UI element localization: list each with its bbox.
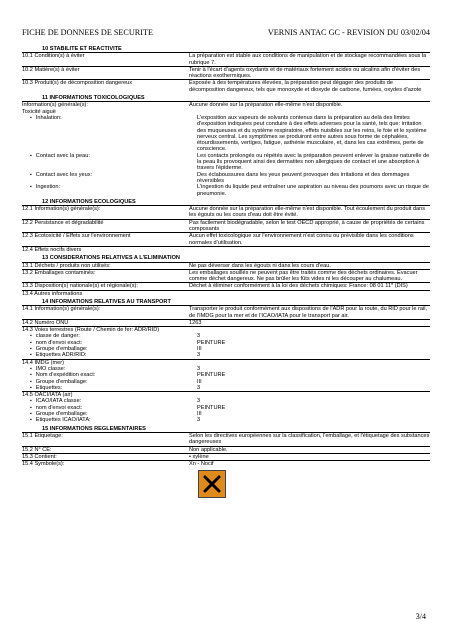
list-item: ▪ IMO classe: 3 bbox=[22, 366, 430, 372]
table-row: 13.4 Autres informations bbox=[22, 290, 430, 297]
table-row: 15.4 Symbole(s): Xn - Nocif bbox=[22, 460, 430, 467]
table-row: 12.1 Information(s) générale(s): Aucune donnée sur la préparation elle-même n'est disponible. Tout écoulement du produit dans les égouts ou les cours d'eau doit être évité. bbox=[22, 205, 430, 219]
header-title: FICHE DE DONNEES DE SECURITE bbox=[22, 28, 153, 37]
table-row: 14.1 Information(s) générale(s): Transporter le produit conformément aux dispositions de l'ADR pour la route, du RID pour le rail, de l'IMDG pour la mer et de l'ICAO/IATA pour le transport par air. bbox=[22, 305, 430, 319]
document-body bbox=[22, 44, 430, 498]
table-row: 13.1 Déchets / produits non utilisés: Ne pas déverser dans les égouts ni dans les cours d'eau. bbox=[22, 262, 430, 269]
table-row: 13.2 Emballages contaminés: Les emballages souillés ne peuvent pas être traités comme des déchets ordinaires. Evacuer comme déchet dangereux. Ne pas brûler les fûts vides ni les découper au chalumeau. bbox=[22, 269, 430, 283]
table-row: 15.1 Etiquetage: Selon les directives européennes sur la classification, l'emballage, et l'étiquetage des substances dangereuses bbox=[22, 432, 430, 446]
list-item: ▪ Groupe d'emballage: III bbox=[22, 346, 430, 352]
table-row: 10.2 Matière(s) à éviter Tenir à l'écart d'agents oxydants et de matériaux fortement acides ou alcalins afin d'éviter des réactions exothermiques. bbox=[22, 66, 430, 80]
list-item: ▪ ICAO/IATA classe: 3 bbox=[22, 398, 430, 404]
list-item: ▪ classe de danger: 3 bbox=[22, 333, 430, 339]
table-row: 14.5 OACI/IATA (air) bbox=[22, 391, 430, 398]
table-row: 14.2 Numéro ONU 1263 bbox=[22, 319, 430, 326]
table-row: Information(s) générale(s): Aucune donnée sur la préparation elle-même n'est disponible. bbox=[22, 101, 430, 108]
section-10-title: 10 STABILITE ET REACTIVITE bbox=[42, 46, 122, 52]
list-item: ▪ Groupe d'emballage: III bbox=[22, 411, 430, 417]
section-14-title: 14 INFORMATIONS RELATIVES AU TRANSPORT bbox=[42, 298, 171, 305]
section-13-title: 13 CONSIDERATIONS RELATIVES A L'ELIMINATION bbox=[42, 255, 180, 262]
table-row: 12.2 Persistance et dégradabilité Pas facilement biodégradable, selon le test OECD approprié, à cause de propriétés de certains composants bbox=[22, 219, 430, 233]
list-item: ▪ nom d'envoi exact: PEINTURE bbox=[22, 405, 430, 411]
section-12-title: 12 INFORMATIONS ECOLOGIQUES bbox=[42, 198, 136, 205]
page-number: 3/4 bbox=[415, 612, 426, 621]
table-row: 14.3 Voies terrestres (Route / Chemin de fer: ADR/RID) bbox=[22, 326, 430, 333]
list-item: ▪ Ingestion: L'ingestion du liquide peut entraîner une aspiration au niveau des poumons avec un risque de pneumonie. bbox=[22, 184, 430, 197]
table-row: 15.2 N° CE: Non applicable. bbox=[22, 446, 430, 453]
list-item: ▪ Groupe d'emballage: III bbox=[22, 379, 430, 385]
acute-toxicity-label: Toxicité aiguë bbox=[22, 108, 56, 115]
list-item: ▪ nom d'envoi exact: PEINTURE bbox=[22, 340, 430, 346]
table-row: 10.3 Produit(s) de décomposition dangereux Exposée à des températures élevées, la préparation peut dégager des produits de décomposition dangereux, tels que monoxyde et dioxyde de carbone, fumées, oxydes d'azote bbox=[22, 79, 430, 93]
list-item: ▪ Etiquettes: 3 bbox=[22, 385, 430, 391]
header-revision: VERNIS ANTAC GC - REVISION DU 03/02/04 bbox=[267, 28, 430, 37]
list-item: ▪ Inhalation: L'exposition aux vapeurs de solvants contenus dans la préparation au delà des limites d'exposition indiquées peut conduire à des effets adverses pour la santé, tels que: irritation des muqueuses et du système respiratoire, effets nuisibles sur les reins, le foie et le système nerveux central. Les symptômes se produiront entre autres sous forme de céphalées, étourdissements, vertiges, fatigue, asthénie musculaire, et, dans les cas extrêmes, perte de conscience. bbox=[22, 115, 430, 153]
list-item: ▪ Nom d'expédition exact: PEINTURE bbox=[22, 372, 430, 378]
list-item: ▪ Etiquettes ADR/RID: 3 bbox=[22, 352, 430, 358]
table-row: 14.4 IMDG (mer) bbox=[22, 359, 430, 366]
table-row: 15.3 Contient: • xylène bbox=[22, 453, 430, 460]
section-15-title: 15 INFORMATIONS REGLEMENTAIRES bbox=[42, 425, 146, 432]
harmful-cross-icon bbox=[198, 470, 226, 498]
list-item: ▪ Contact avec la peau: Les contacts prolongés ou répétés avec la préparation peuvent enlever la graisse naturelle de la peau lls provoquent ainsi des dermatites non allergiques de contact et une absorption à travers l'épiderme. bbox=[22, 153, 430, 172]
table-row: 12.3 Ecotoxicité / Effets sur l'environnement Aucun effet toxicologique sur l'environnement n'est connu ou prévisible dans les conditions normales d'utilisation. bbox=[22, 232, 430, 246]
table-row: 10.1 Condition(s) à éviter La préparation est stable aux conditions de manipulation et de stockage recommandées sous la rubrique 7. bbox=[22, 52, 430, 66]
table-row: 12.4 Effets nocifs divers bbox=[22, 246, 430, 253]
section-11-title: 11 INFORMATIONS TOXICOLOGIQUES bbox=[42, 95, 145, 102]
table-row: 13.3 Disposition(s) nationale(s) et régionale(s): Déchet à éliminer conformément à la loi des déchets chimiques: France: 08 01 11* (DIS) bbox=[22, 282, 430, 289]
list-item: ▪ Contact avec les yeux: Des éclaboussures dans les yeux peuvent provoquer des irritations et des dommages réversibles bbox=[22, 172, 430, 185]
list-item: ▪ Etiquettes ICAO/IATA: 3 bbox=[22, 417, 430, 423]
